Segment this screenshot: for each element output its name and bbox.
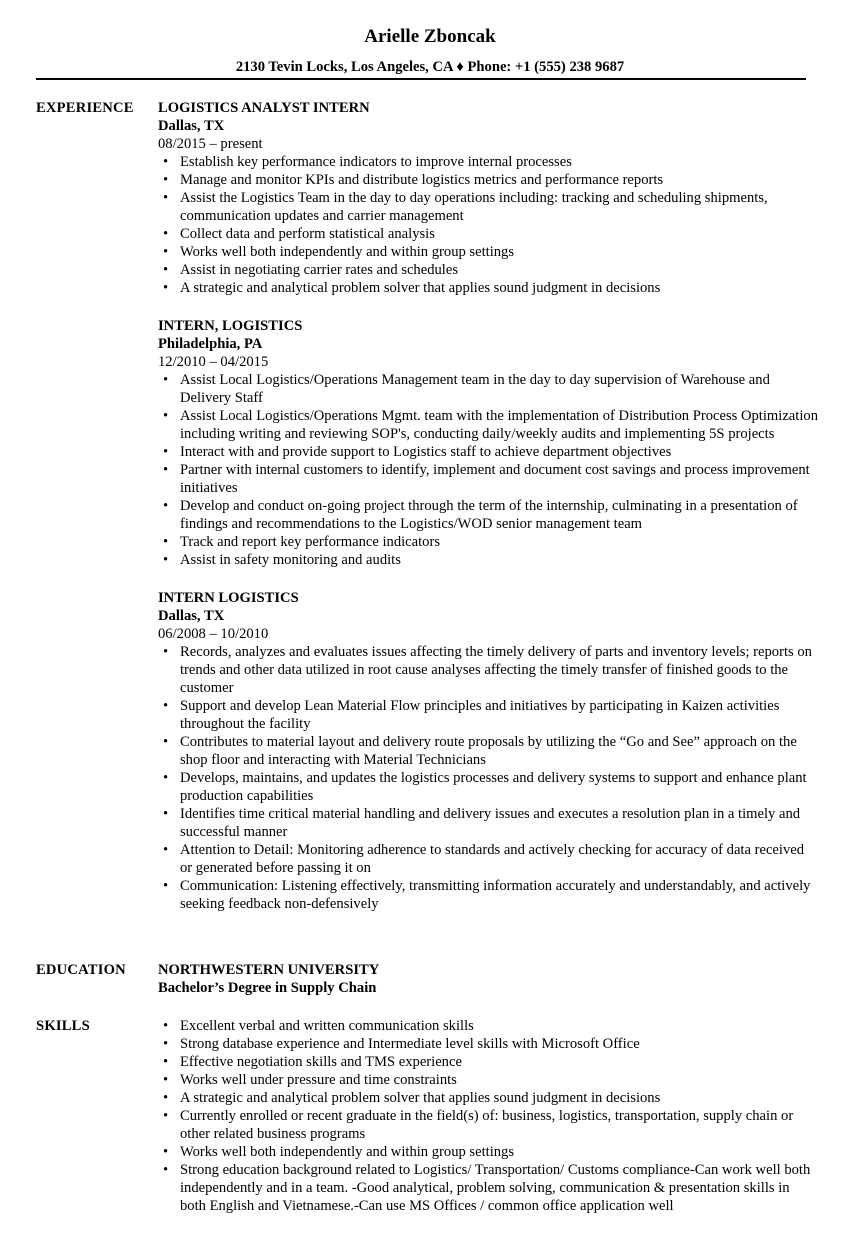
bullet-item: • Records, analyzes and evaluates issues affecting the timely delivery of parts and inventory levels; reports on trends and other data utilized in root cause analyses affecting the timely transfer of finished goods to the customer — [158, 643, 818, 697]
bullet-item: • Interact with and provide support to Logistics staff to achieve department objectives — [158, 443, 818, 461]
job-title: INTERN LOGISTICS — [158, 590, 299, 606]
bullet-item: • Assist Local Logistics/Operations Management team in the day to day supervision of Warehouse and Delivery Staff — [158, 371, 818, 407]
skill-item: • Effective negotiation skills and TMS experience — [158, 1053, 818, 1071]
job-title: INTERN, LOGISTICS — [158, 318, 303, 334]
job-title: LOGISTICS ANALYST INTERN — [158, 100, 370, 116]
bullet-item: • Manage and monitor KPIs and distribute logistics metrics and performance reports — [158, 171, 818, 189]
section-title-experience: EXPERIENCE — [36, 100, 134, 116]
job-bullets — [158, 643, 818, 913]
bullet-item: • Track and report key performance indicators — [158, 533, 818, 551]
bullet-item: • Develops, maintains, and updates the logistics processes and delivery systems to support and enhance plant production capabilities — [158, 769, 818, 805]
degree: Bachelor’s Degree in Supply Chain — [158, 980, 377, 996]
job-dates: 12/2010 – 04/2015 — [158, 354, 269, 370]
bullet-item: • Identifies time critical material handling and delivery issues and executes a resolution plan in a timely and successful manner — [158, 805, 818, 841]
skill-item: • Works well under pressure and time constraints — [158, 1071, 818, 1089]
skill-item: • Works well both independently and within group settings — [158, 1143, 818, 1161]
job-dates: 08/2015 – present — [158, 136, 263, 152]
job-dates: 06/2008 – 10/2010 — [158, 626, 269, 642]
job-bullets — [158, 371, 818, 569]
bullet-item: • Attention to Detail: Monitoring adherence to standards and actively checking for accuracy of data received or generated before passing it on — [158, 841, 818, 877]
bullet-item: • Assist Local Logistics/Operations Mgmt. team with the implementation of Distribution Process Optimization including writing and reviewing SOP's, conducting daily/weekly audits and implementing 5S projects — [158, 407, 818, 443]
resume-name: Arielle Zboncak — [364, 26, 496, 47]
section-title-skills: SKILLS — [36, 1018, 90, 1034]
job-bullets — [158, 153, 818, 297]
bullet-item: • A strategic and analytical problem solver that applies sound judgment in decisions — [158, 279, 818, 297]
job-location: Dallas, TX — [158, 118, 225, 134]
education-body — [158, 961, 818, 997]
skills-body — [158, 1017, 818, 1215]
bullet-item: • Partner with internal customers to identify, implement and document cost savings and process improvement initiatives — [158, 461, 818, 497]
section-title-education: EDUCATION — [36, 962, 126, 978]
skill-item: • A strategic and analytical problem solver that applies sound judgment in decisions — [158, 1089, 818, 1107]
experience-body — [158, 99, 818, 930]
skills-list — [158, 1017, 818, 1215]
job-location: Dallas, TX — [158, 608, 225, 624]
skill-item: • Strong database experience and Intermediate level skills with Microsoft Office — [158, 1035, 818, 1053]
school-name: NORTHWESTERN UNIVERSITY — [158, 962, 380, 978]
contact-info: 2130 Tevin Locks, Los Angeles, CA ♦ Phone: +1 (555) 238 9687 — [235, 59, 625, 75]
job-entry — [158, 589, 818, 913]
job-entry — [158, 99, 818, 297]
bullet-item: • Assist in negotiating carrier rates and schedules — [158, 261, 818, 279]
bullet-item: • Develop and conduct on-going project through the term of the internship, culminating in a presentation of findings and recommendations to the Logistics/WOD senior management team — [158, 497, 818, 533]
bullet-item: • Works well both independently and within group settings — [158, 243, 818, 261]
skill-item: • Excellent verbal and written communication skills — [158, 1017, 818, 1035]
bullet-item: • Collect data and perform statistical analysis — [158, 225, 818, 243]
bullet-item: • Establish key performance indicators to improve internal processes — [158, 153, 818, 171]
header-divider — [36, 78, 806, 80]
job-location: Philadelphia, PA — [158, 336, 263, 352]
bullet-item: • Assist in safety monitoring and audits — [158, 551, 818, 569]
skill-item: • Currently enrolled or recent graduate in the field(s) of: business, logistics, transportation, supply chain or other related business programs — [158, 1107, 818, 1143]
bullet-item: • Support and develop Lean Material Flow principles and initiatives by participating in Kaizen activities throughout the facility — [158, 697, 818, 733]
skill-item: • Strong education background related to Logistics/ Transportation/ Customs compliance-Can work well both independently and in a team. -Good analytical, problem solving, communication & presentation skills in both English and Vietnamese.-Can use MS Offices / common office application well — [158, 1161, 818, 1215]
bullet-item: • Contributes to material layout and delivery route proposals by utilizing the “Go and See” approach on the shop floor and interacting with Material Technicians — [158, 733, 818, 769]
bullet-item: • Assist the Logistics Team in the day to day operations including: tracking and scheduling shipments, communication updates and carrier management — [158, 189, 818, 225]
job-entry — [158, 317, 818, 569]
bullet-item: • Communication: Listening effectively, transmitting information accurately and understandably, and actively seeking feedback non-defensively — [158, 877, 818, 913]
